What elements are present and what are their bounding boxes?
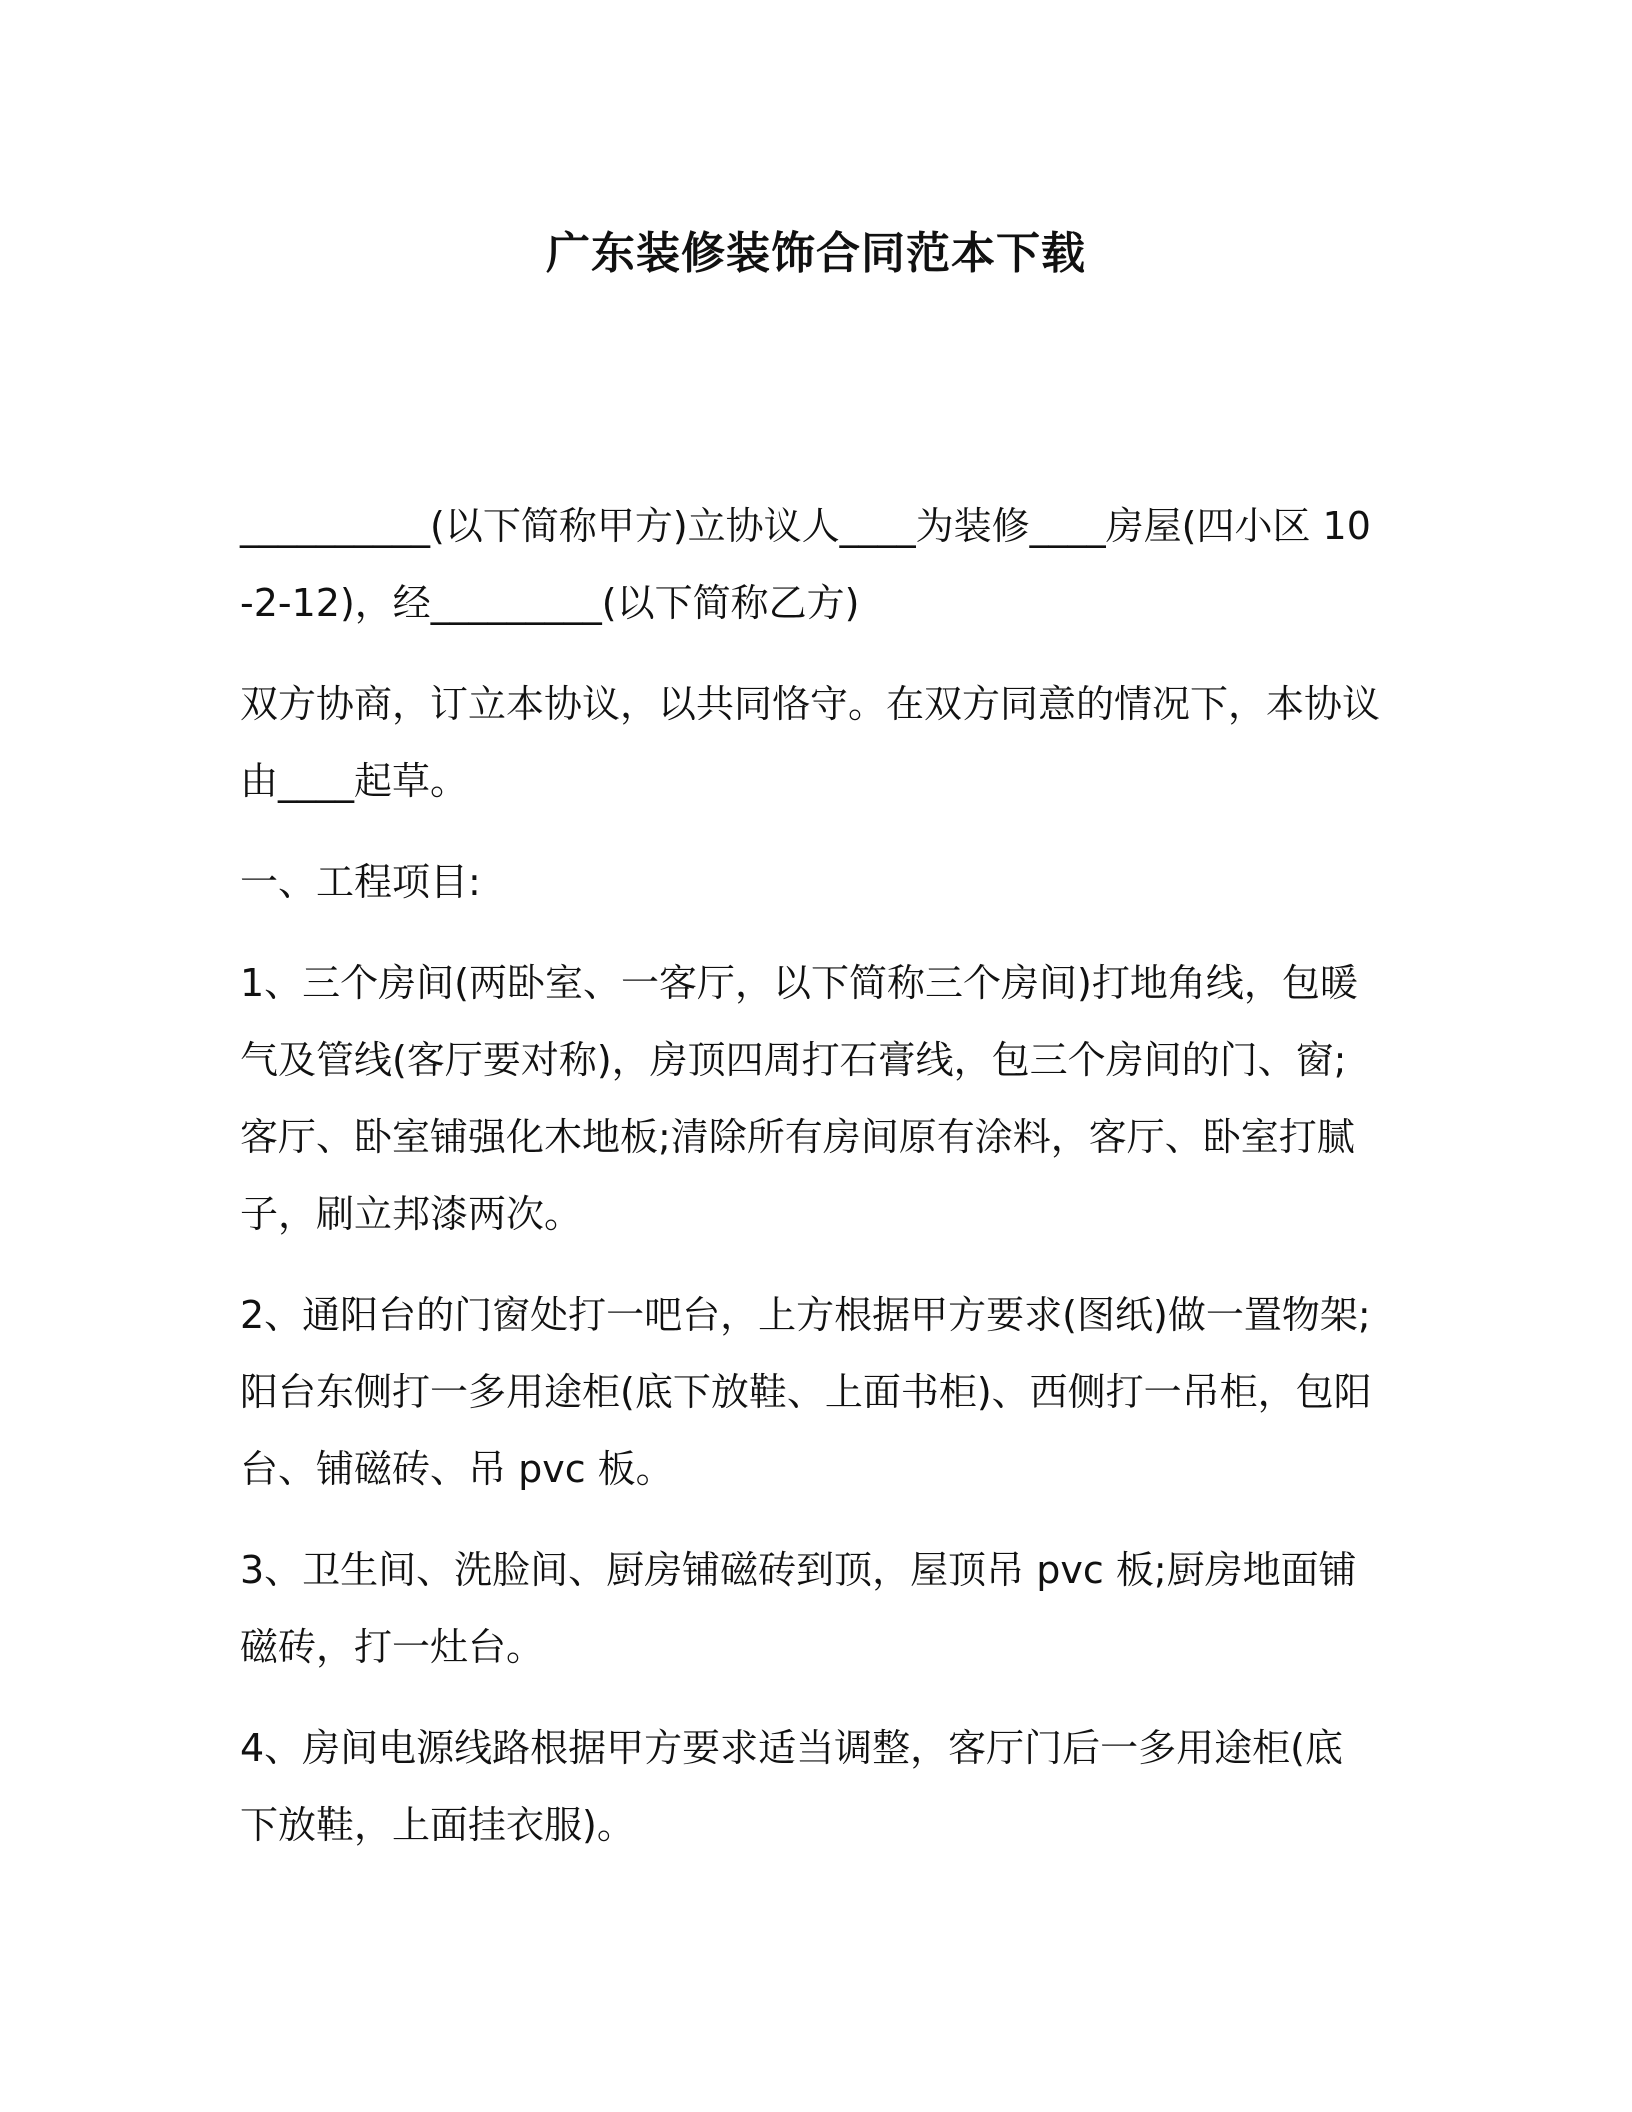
- paragraph-item-2: 2、通阳台的门窗处打一吧台，上方根据甲方要求(图纸)做一置物架;阳台东侧打一多用途柜(底下放鞋、上面书柜)、西侧打一吊柜，包阳台、铺磁砖、吊 pvc 板。: [240, 1293, 1372, 1491]
- paragraph-item-1: 1、三个房间(两卧室、一客厅，以下简称三个房间)打地角线，包暖气及管线(客厅要对称)，房顶四周打石膏线，包三个房间的门、窗;客厅、卧室铺强化木地板;清除所有房间原有涂料，客厅、卧室打腻子，刷立邦漆两次。: [240, 961, 1358, 1236]
- paragraph-item-4: 4、房间电源线路根据甲方要求适当调整，客厅门后一多用途柜(底下放鞋，上面挂衣服)。: [240, 1726, 1344, 1847]
- paragraph-parties: __________(以下简称甲方)立协议人____为装修____房屋(四小区 10-2-12)，经_________(以下简称乙方): [240, 504, 1371, 625]
- section-heading-projects: 一、工程项目:: [240, 860, 481, 904]
- paragraph-item-3: 3、卫生间、洗脸间、厨房铺磁砖到顶，屋顶吊 pvc 板;厨房地面铺磁砖，打一灶台。: [240, 1548, 1357, 1669]
- document-body: [240, 488, 1380, 1888]
- paragraph-agreement: 双方协商，订立本协议，以共同恪守。在双方同意的情况下，本协议由____起草。: [240, 682, 1381, 803]
- document-title: 广东装修装饰合同范本下载: [546, 228, 1086, 279]
